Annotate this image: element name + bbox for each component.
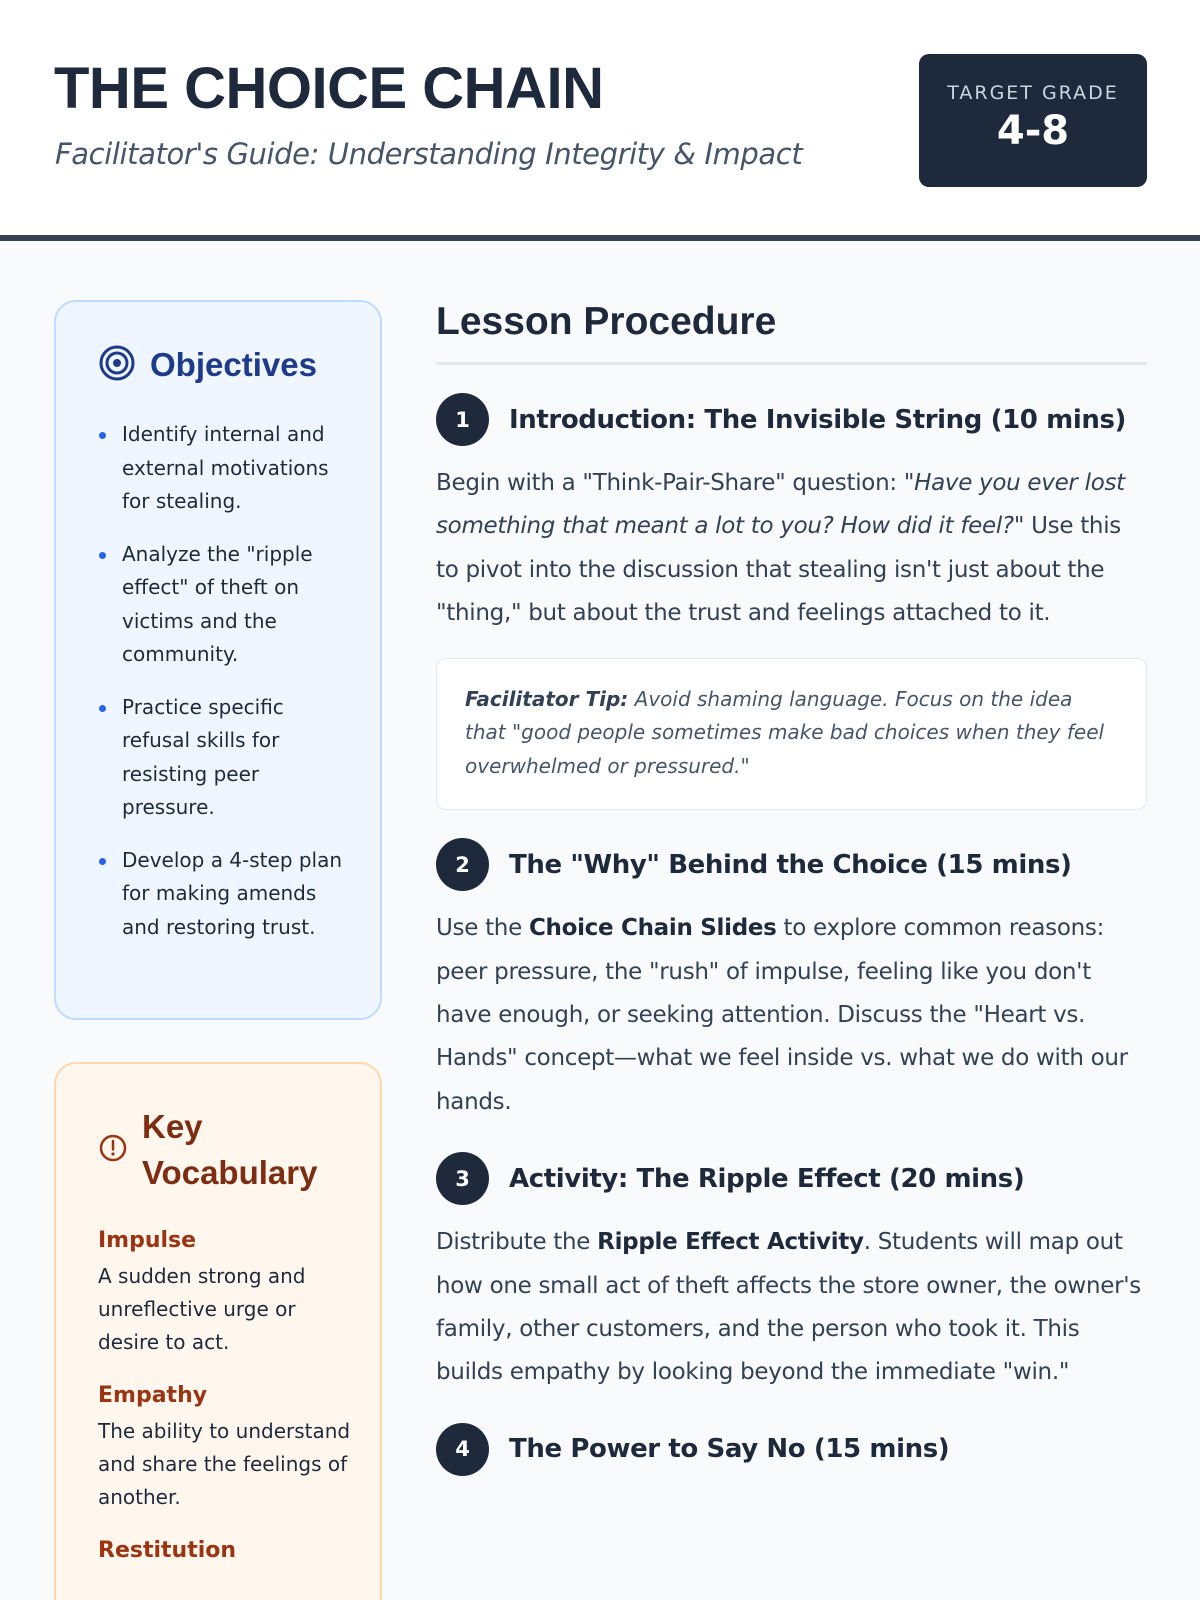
- step-header: [436, 1152, 1147, 1205]
- objectives-title: Objectives: [150, 346, 317, 383]
- step-text: to explore common reasons: peer pressure, the "rush" of impulse, feeling like you don't have enough, or seeking attention. Discuss the "Heart vs. Hands" concept—what we feel inside vs. what we do with our hands.: [436, 915, 1128, 1115]
- alert-circle-icon: [98, 1133, 128, 1167]
- vocabulary-card: [54, 1062, 382, 1600]
- step-number-badge: 1: [436, 393, 489, 446]
- target-icon: [98, 344, 136, 386]
- step-text: . Students will map out how one small act of theft affects the store owner, the owner's family, other customers, and the person who took it. This builds empathy by looking beyond the immediate "win.": [436, 1229, 1141, 1386]
- step-number-badge: 2: [436, 838, 489, 891]
- step-header: [436, 1423, 1147, 1476]
- sidebar: [54, 300, 382, 1600]
- lesson-step: [436, 838, 1147, 1124]
- vocabulary-header: [98, 1104, 352, 1196]
- step-number-badge: 3: [436, 1152, 489, 1205]
- step-title: Introduction: The Invisible String (10 mins): [509, 404, 1127, 435]
- objective-item: [98, 538, 350, 672]
- vocab-term: Empathy: [98, 1383, 208, 1408]
- objective-text: Analyze the "ripple effect" of theft on victims and the community.: [122, 541, 313, 666]
- lesson-title: Lesson Procedure: [436, 300, 1147, 365]
- step-number-badge: 4: [436, 1423, 489, 1476]
- step-header: [436, 393, 1147, 446]
- objectives-list: [98, 418, 350, 944]
- objective-item: [98, 844, 350, 945]
- step-body: [436, 1221, 1147, 1395]
- objective-item: [98, 691, 350, 825]
- bullet-icon: [99, 858, 106, 865]
- vocabulary-title: Key Vocabulary: [142, 1108, 318, 1191]
- objective-item: [98, 418, 350, 519]
- objectives-card: [54, 300, 382, 1020]
- step-body: [436, 907, 1147, 1124]
- step-title: Activity: The Ripple Effect (20 mins): [509, 1163, 1025, 1194]
- page-title: THE CHOICE CHAIN: [54, 56, 604, 121]
- tip-label: Facilitator Tip:: [465, 686, 629, 711]
- objectives-header: [98, 342, 350, 388]
- bullet-icon: [99, 552, 106, 559]
- step-body: [436, 462, 1147, 636]
- vocab-term: Restitution: [98, 1538, 237, 1563]
- objective-text: Develop a 4-step plan for making amends and restoring trust.: [122, 847, 343, 939]
- page-subtitle: Facilitator's Guide: Understanding Integrity & Impact: [55, 137, 803, 171]
- vocab-definition: A sudden strong and unreflective urge or desire to act.: [98, 1264, 306, 1354]
- step-emphasis: Ripple Effect Activity: [597, 1229, 864, 1256]
- lesson-step: [436, 1152, 1147, 1395]
- facilitator-tip: [436, 658, 1147, 811]
- step-header: [436, 838, 1147, 891]
- lesson-step: [436, 1423, 1147, 1476]
- step-title: The "Why" Behind the Choice (15 mins): [509, 849, 1072, 880]
- step-quote: "Have you ever lost something that meant a lot to you? How did it feel?": [436, 470, 1125, 540]
- step-text: Use the: [436, 915, 529, 942]
- tip-text: Avoid shaming language. Focus on the idea that "good people sometimes make bad choices when they feel overwhelmed or pressured.": [465, 686, 1105, 778]
- lesson-step: [436, 393, 1147, 810]
- step-text: Distribute the: [436, 1229, 598, 1256]
- page-header: [0, 0, 1200, 241]
- target-grade-badge: [919, 54, 1147, 187]
- vocab-definition: The ability to understand and share the feelings of another.: [98, 1419, 351, 1509]
- bullet-icon: [99, 705, 106, 712]
- objective-text: Practice specific refusal skills for resisting peer pressure.: [122, 694, 284, 819]
- step-title: The Power to Say No (15 mins): [509, 1434, 950, 1465]
- step-text: Use this to pivot into the discussion that stealing isn't just about the "thing," but about the trust and feelings attached to it.: [436, 513, 1121, 627]
- step-text: Begin with a "Think-Pair-Share" question:: [436, 470, 904, 496]
- grade-label: TARGET GRADE: [947, 82, 1119, 104]
- lesson-procedure: [436, 300, 1147, 1476]
- vocab-term: Impulse: [98, 1228, 197, 1253]
- bullet-icon: [99, 432, 106, 439]
- objective-text: Identify internal and external motivations for stealing.: [122, 422, 329, 513]
- grade-value: 4-8: [996, 108, 1070, 154]
- step-emphasis: Choice Chain Slides: [528, 915, 777, 942]
